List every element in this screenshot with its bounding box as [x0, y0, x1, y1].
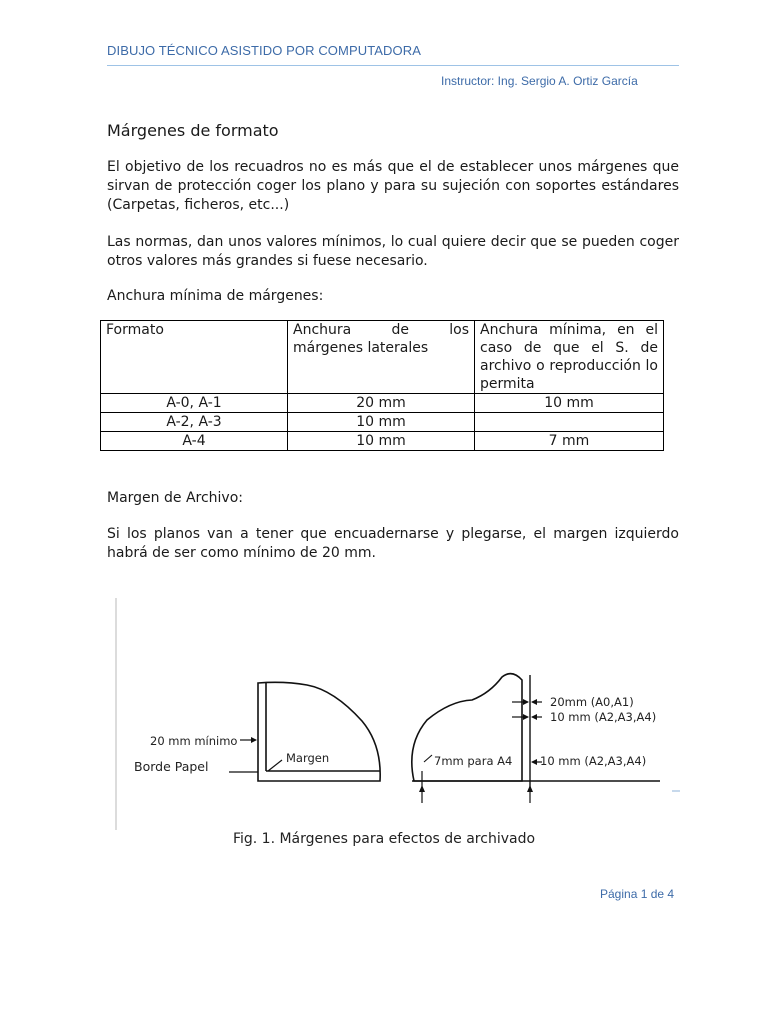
table-header-cell: Formato: [101, 321, 288, 394]
table-cell: 10 mm: [288, 432, 475, 451]
paper-left-outline: [258, 682, 380, 781]
table-row: [101, 394, 664, 413]
label-10mm-a2a4-top: 10 mm (A2,A3,A4): [550, 710, 657, 724]
paragraph-objective: El objetivo de los recuadros no es más que el de establecer unos márgenes que sirvan de protección coger los plano y para su sujeción con soportes estándares (Carpetas, ficheros, etc...): [107, 159, 679, 213]
archivo-text: Si los planos van a tener que encuadernarse y plegarse, el margen izquierdo habrá de ser como mínimo de 20 mm.: [107, 526, 679, 561]
table-header-cell: Anchura mínima, en el caso de que el S. de archivo o reproducción lo permita: [475, 321, 664, 394]
arrowhead: [531, 759, 537, 765]
table-header-cell: Anchura de los márgenes laterales: [288, 321, 475, 394]
label-borde-papel: Borde Papel: [134, 759, 209, 774]
a4-leader: [424, 755, 432, 762]
table-row: [101, 413, 664, 432]
figure-caption: Fig. 1. Márgenes para efectos de archivado: [232, 831, 536, 847]
header-title: DIBUJO TÉCNICO ASISTIDO POR COMPUTADORA: [107, 43, 422, 58]
table-cell: A-2, A-3: [101, 413, 288, 432]
label-7mm-a4: 7mm para A4: [434, 754, 513, 768]
arrowhead: [419, 785, 425, 792]
header-rule: [107, 65, 679, 66]
label-20mm-a0a1: 20mm (A0,A1): [550, 695, 634, 709]
table-header-row: [101, 321, 664, 394]
table-cell: A-0, A-1: [101, 394, 288, 413]
table-cell: 7 mm: [475, 432, 664, 451]
section-title: Márgenes de formato: [107, 121, 279, 140]
margins-table: [100, 320, 664, 451]
page-number: Página 1 de 4: [600, 887, 675, 901]
table-cell: 10 mm: [288, 413, 475, 432]
paragraph-min-width: Anchura mínima de márgenes:: [107, 288, 324, 304]
label-10mm-a2a4-bottom: 10 mm (A2,A3,A4): [540, 754, 647, 768]
paragraph-norms: Las normas, dan unos valores mínimos, lo cual quiere decir que se pueden coger otros valores más grandes si fuese necesario.: [107, 234, 679, 269]
table-cell: A-4: [101, 432, 288, 451]
table-row: [101, 432, 664, 451]
arrowhead: [251, 737, 257, 743]
archive-margins-figure: [112, 595, 684, 835]
arrowhead: [523, 714, 529, 720]
arrowhead: [527, 785, 533, 792]
arrowhead: [523, 699, 529, 705]
arrowhead: [531, 699, 537, 705]
label-margen: Margen: [286, 751, 330, 765]
table-cell: [475, 413, 664, 432]
archivo-title: Margen de Archivo:: [107, 490, 243, 506]
arrowhead: [531, 714, 537, 720]
header-instructor: Instructor: Ing. Sergio A. Ortiz García: [441, 74, 638, 88]
label-20mm-minimo: 20 mm mínimo: [150, 734, 238, 748]
table-cell: 10 mm: [475, 394, 664, 413]
table-cell: 20 mm: [288, 394, 475, 413]
margen-leader: [268, 760, 282, 771]
